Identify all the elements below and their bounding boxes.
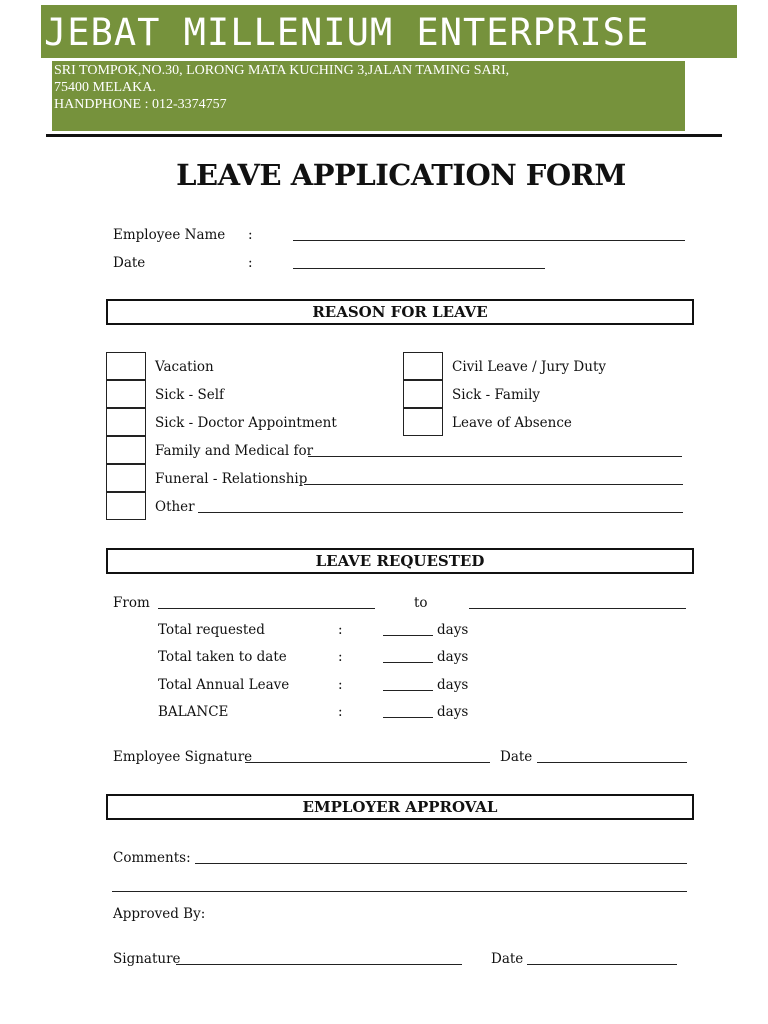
option-label: Leave of Absence <box>452 415 572 431</box>
employee-signature-field[interactable] <box>245 762 490 763</box>
from-label: From <box>113 595 150 611</box>
colon: : <box>248 255 253 271</box>
comments-field-line-2[interactable] <box>112 891 687 892</box>
address-line-1: SRI TOMPOK,NO.30, LORONG MATA KUCHING 3,JALAN TAMING SARI, <box>54 63 510 78</box>
colon: : <box>338 622 343 638</box>
days-unit: days <box>437 622 469 638</box>
employee-name-label: Employee Name <box>113 227 226 243</box>
from-date-field[interactable] <box>158 608 375 609</box>
family-medical-checkbox[interactable] <box>106 436 146 464</box>
employer-approval-header <box>106 794 694 820</box>
signature-date-field[interactable] <box>537 762 687 763</box>
address-line-2: 75400 MELAKA. <box>54 80 156 95</box>
sick-family-checkbox[interactable] <box>403 380 443 408</box>
approval-date-field[interactable] <box>527 964 677 965</box>
civil-leave-checkbox[interactable] <box>403 352 443 380</box>
approval-date-label: Date <box>491 951 524 967</box>
sick-self-checkbox[interactable] <box>106 380 146 408</box>
employee-signature-label: Employee Signature <box>113 749 253 765</box>
approver-signature-field[interactable] <box>176 964 462 965</box>
colon: : <box>338 649 343 665</box>
other-field[interactable] <box>198 512 683 513</box>
days-unit: days <box>437 677 469 693</box>
total-taken-label: Total taken to date <box>158 649 287 665</box>
option-label: Other <box>155 499 195 515</box>
option-label: Vacation <box>155 359 214 375</box>
balance-label: BALANCE <box>158 704 229 720</box>
reason-section-header <box>106 299 694 325</box>
form-title: LEAVE APPLICATION FORM <box>176 158 626 192</box>
other-checkbox[interactable] <box>106 492 146 520</box>
funeral-checkbox[interactable] <box>106 464 146 492</box>
signature-date-label: Date <box>500 749 533 765</box>
to-label: to <box>414 595 428 611</box>
total-annual-label: Total Annual Leave <box>158 677 290 693</box>
option-label: Sick - Self <box>155 387 225 403</box>
total-requested-label: Total requested <box>158 622 265 638</box>
date-field[interactable] <box>293 268 545 269</box>
approved-by-label: Approved By: <box>113 906 206 922</box>
days-unit: days <box>437 649 469 665</box>
section-title: LEAVE REQUESTED <box>315 552 485 570</box>
approver-signature-label: Signature <box>113 951 181 967</box>
header-divider <box>46 134 722 137</box>
total-requested-field[interactable] <box>383 635 433 636</box>
colon: : <box>248 227 253 243</box>
option-label: Family and Medical for <box>155 443 314 459</box>
option-label: Funeral - Relationship <box>155 471 308 487</box>
comments-label: Comments: <box>113 850 191 866</box>
total-annual-field[interactable] <box>383 690 433 691</box>
days-unit: days <box>437 704 469 720</box>
address-line-3: HANDPHONE : 012-3374757 <box>54 97 227 112</box>
section-title: REASON FOR LEAVE <box>312 303 488 321</box>
colon: : <box>338 677 343 693</box>
option-label: Sick - Doctor Appointment <box>155 415 337 431</box>
option-label: Sick - Family <box>452 387 541 403</box>
sick-doctor-checkbox[interactable] <box>106 408 146 436</box>
to-date-field[interactable] <box>469 608 686 609</box>
comments-field[interactable] <box>195 863 687 864</box>
balance-field[interactable] <box>383 717 433 718</box>
leave-requested-header <box>106 548 694 574</box>
date-label: Date <box>113 255 146 271</box>
company-name: JEBAT MILLENIUM ENTERPRISE <box>44 11 650 54</box>
funeral-relationship-field[interactable] <box>304 484 683 485</box>
total-taken-field[interactable] <box>383 662 433 663</box>
family-medical-field[interactable] <box>308 456 682 457</box>
section-title: EMPLOYER APPROVAL <box>302 798 498 816</box>
leave-of-absence-checkbox[interactable] <box>403 408 443 436</box>
employee-name-field[interactable] <box>293 240 685 241</box>
vacation-checkbox[interactable] <box>106 352 146 380</box>
option-label: Civil Leave / Jury Duty <box>452 359 606 375</box>
colon: : <box>338 704 343 720</box>
